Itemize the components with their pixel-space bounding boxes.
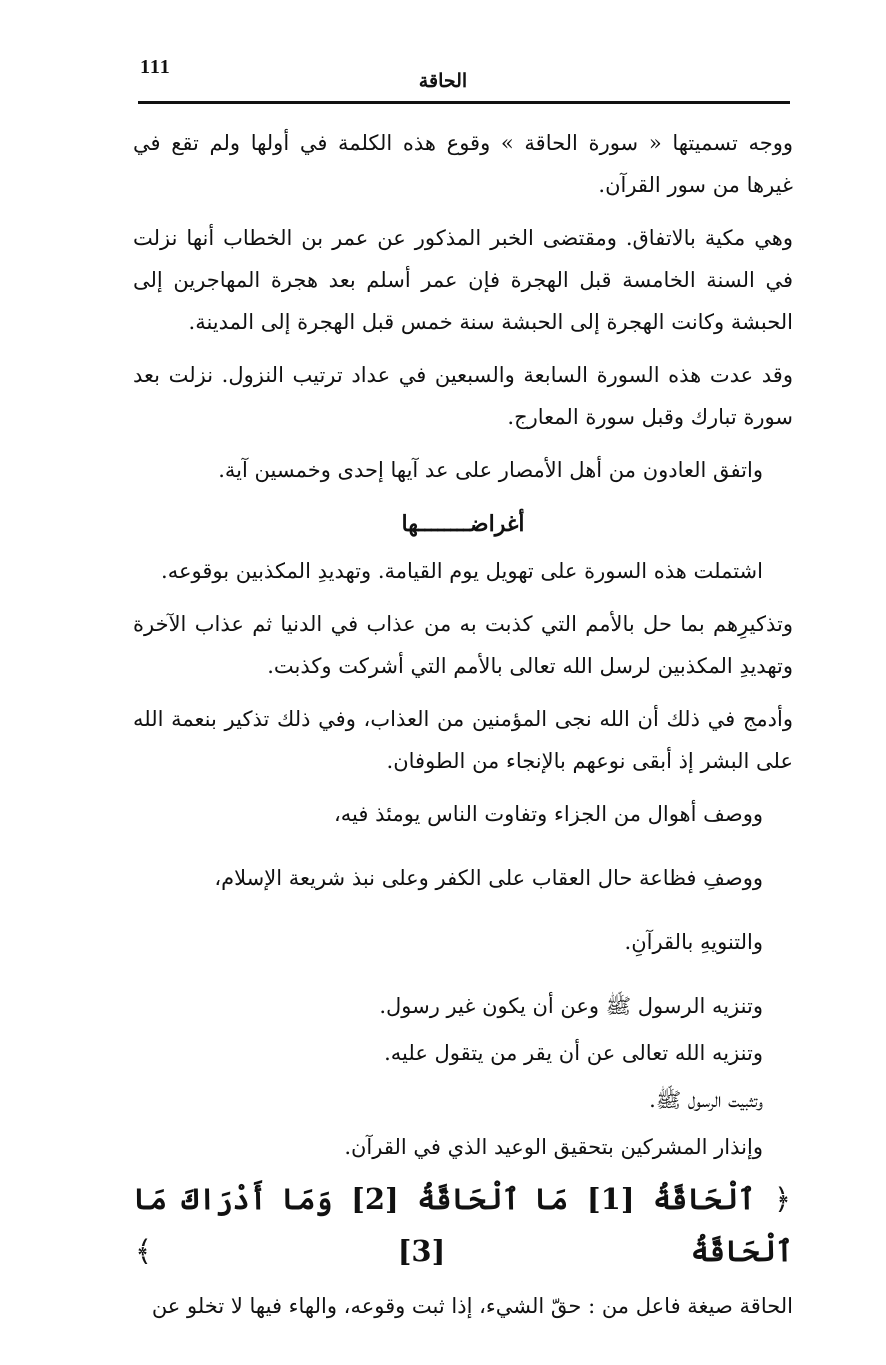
verse-text: ٱلْحَاقَّةُ — [653, 1182, 756, 1216]
verse-number: [1] — [586, 1182, 635, 1216]
paragraph-revelation: وهي مكية بالاتفاق. ومقتضى الخبر المذكور عن عمر بن الخطاب أنها نزلت في السنة الخامسة قبل الهجرة فإن عمر أسلم بعد هجرة المهاجرين إلى الحبشة وكانت الهجرة إلى الحبشة سنة خمس قبل الهجرة إلى المدينة. — [133, 226, 793, 334]
list-item: وتثبيت الرسول ﷺ. — [649, 1088, 763, 1112]
quran-verse — [133, 1173, 793, 1277]
verse-open-bracket: ﴿ — [773, 1182, 791, 1216]
purpose-paragraph: وأدمج في ذلك أن الله نجى المؤمنين من العذاب، وفي ذلك تذكير بنعمة الله على البشر إذ أبقى نوعهم بالإنجاء من الطوفان. — [133, 707, 793, 773]
list-item: والتنويهِ بالقرآنِ. — [624, 930, 763, 954]
purpose-paragraph: وتذكيرِهم بما حل بالأمم التي كذبت به من عذاب في الدنيا ثم عذاب الآخرة وتهديدِ المكذبين لرسل الله تعالى بالأمم التي أشركت وكذبت. — [133, 612, 793, 678]
verse-close-bracket: ﴾ — [135, 1234, 152, 1268]
paragraph-verse-count: واتفق العادون من أهل الأمصار على عد آيها إحدى وخمسين آية. — [218, 458, 763, 482]
verse-number: [2] — [351, 1182, 399, 1216]
running-title: الحاقة — [418, 70, 468, 92]
paragraph-naming: ووجه تسميتها « سورة الحاقة » وقوع هذه الكلمة في أولها ولم تقع في غيرها من سور القرآن. — [133, 131, 793, 197]
commentary-paragraph: الحاقة صيغة فاعل من : حقّ الشيء، إذا ثبت وقوعه، والهاء فيها لا تخلو عن — [151, 1294, 793, 1318]
header-divider — [138, 101, 790, 104]
purpose-paragraph: اشتملت هذه السورة على تهويل يوم القيامة. وتهديدِ المكذبين بوقوعه. — [161, 559, 763, 583]
verse-number: [3] — [397, 1234, 446, 1268]
list-item: وإنذار المشركين بتحقيق الوعيد الذي في القرآن. — [344, 1135, 763, 1159]
list-item: ووصف أهوال من الجزاء وتفاوت الناس يومئذ فيه، — [334, 802, 763, 826]
list-item: وتنزيه الرسول ﷺ وعن أن يكون غير رسول. — [379, 994, 763, 1018]
verse-text: وَمَا أَدْرَاكَ مَا ٱلْحَاقَّةُ — [133, 1182, 793, 1268]
verse-text: مَا ٱلْحَاقَّةُ — [417, 1182, 569, 1216]
list-item: ووصفِ فظاعة حال العقاب على الكفر وعلى نبذ شريعة الإسلام، — [214, 866, 763, 890]
section-heading: أغراضــــــــها — [401, 511, 525, 537]
page-body — [133, 122, 793, 1338]
page-number: 111 — [140, 56, 171, 78]
paragraph-order: وقد عدت هذه السورة السابعة والسبعين في عداد ترتيب النزول. نزلت بعد سورة تبارك وقبل سورة المعارج. — [133, 363, 793, 429]
list-item: وتنزيه الله تعالى عن أن يقر من يتقول عليه. — [384, 1041, 763, 1065]
